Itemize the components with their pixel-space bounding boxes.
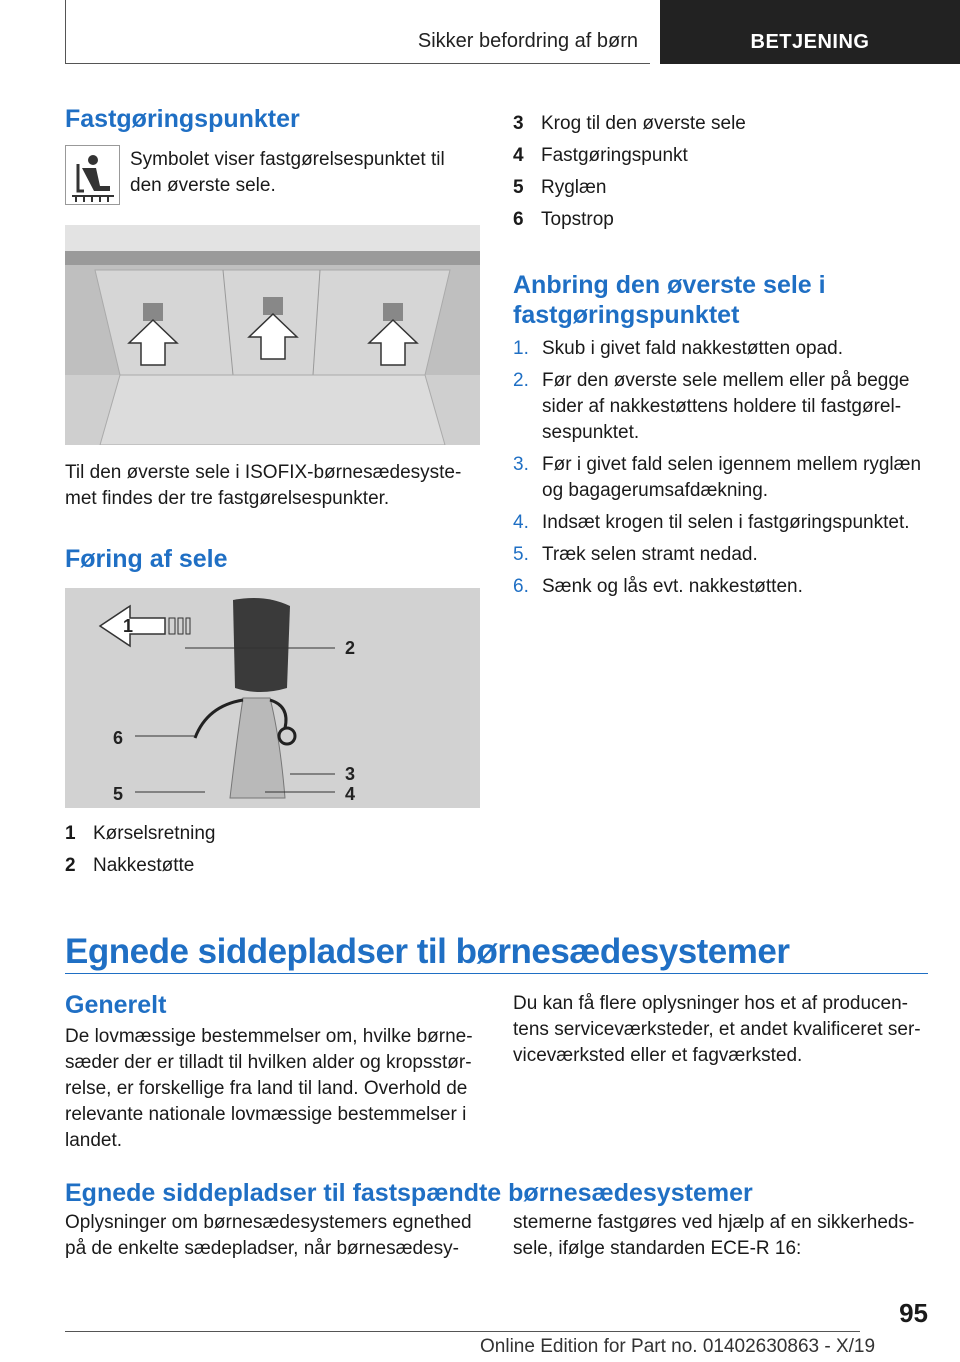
step-item bbox=[513, 542, 933, 568]
callout-2: 2 bbox=[345, 638, 356, 658]
legend-number: 3 bbox=[513, 113, 524, 134]
headrest-strap-illustration bbox=[65, 588, 480, 808]
legend-item bbox=[513, 108, 746, 140]
heading-generelt: Generelt bbox=[65, 991, 167, 1019]
step-item bbox=[513, 510, 933, 536]
step-number: 3. bbox=[513, 454, 529, 475]
header-section-title: Sikker befordring af børn bbox=[417, 30, 638, 52]
legend-number: 4 bbox=[513, 145, 524, 166]
legend-item bbox=[513, 140, 746, 172]
legend-item bbox=[65, 818, 216, 850]
step-item bbox=[513, 452, 933, 504]
legend-label: Fastgøringspunkt bbox=[541, 145, 688, 166]
instruction-steps bbox=[513, 336, 933, 606]
step-item bbox=[513, 574, 933, 600]
step-item bbox=[513, 368, 933, 446]
legend-item bbox=[513, 204, 746, 236]
step-number: 6. bbox=[513, 576, 529, 597]
heading-anbring-sele: Anbring den øverste sele i fastgøringspunktet bbox=[513, 271, 826, 329]
legend-label: Krog til den øverste sele bbox=[541, 113, 746, 134]
callout-1: 1 bbox=[123, 616, 134, 636]
section-rule bbox=[65, 973, 928, 974]
legend-label: Nakkestøtte bbox=[93, 855, 195, 876]
legend-item bbox=[513, 172, 746, 204]
legend-number: 5 bbox=[513, 177, 524, 198]
legend-label: Topstrop bbox=[541, 209, 614, 230]
legend-label: Ryglæn bbox=[541, 177, 607, 198]
service-info-text: Du kan få flere oplysninger hos et af producen-tens serviceværksteder, et andet kvalificeret ser-viceværksted eller et fagværksted. bbox=[513, 993, 921, 1066]
step-item bbox=[513, 336, 933, 362]
callout-6: 6 bbox=[113, 728, 124, 748]
callout-5: 5 bbox=[113, 784, 124, 804]
heading-fastspaendte: Egnede siddepladser til fastspændte børnesædesystemer bbox=[65, 1179, 753, 1207]
legend-item bbox=[65, 850, 216, 882]
footer-rule bbox=[65, 1331, 860, 1332]
page-number: 95 bbox=[899, 1298, 928, 1328]
step-text: Træk selen stramt nedad. bbox=[542, 544, 758, 565]
step-number: 4. bbox=[513, 512, 529, 533]
footer-edition: Online Edition for Part no. 01402630863 - X/19 bbox=[480, 1336, 876, 1357]
callout-4: 4 bbox=[345, 784, 356, 804]
legend-number: 1 bbox=[65, 823, 76, 844]
legend-label: Kørselsretning bbox=[93, 823, 216, 844]
step-text: Før i givet fald selen igennem mellem ryglæn og bagagerumsafdækning. bbox=[542, 454, 922, 501]
fastspaendte-left-text: Oplysninger om børnesædesystemers egnethed på de enkelte sædepladser, når børnesædesy- bbox=[65, 1212, 472, 1259]
legend-number: 6 bbox=[513, 209, 524, 230]
fastspaendte-right-text: stemerne fastgøres ved hjælp af en sikkerheds-sele, ifølge standarden ECE-R 16: bbox=[513, 1212, 915, 1259]
step-number: 2. bbox=[513, 370, 529, 391]
step-number: 1. bbox=[513, 338, 529, 359]
legend-number: 2 bbox=[65, 855, 76, 876]
callout-3: 3 bbox=[345, 764, 356, 784]
step-text: Skub i givet fald nakkestøtten opad. bbox=[542, 338, 844, 359]
legend-right bbox=[513, 108, 746, 236]
header-rule bbox=[65, 63, 650, 64]
heading-egnede-siddepladser: Egnede siddepladser til børnesædesystemer bbox=[65, 932, 790, 971]
generelt-text: De lovmæssige bestemmelser om, hvilke børne-sæder der er tilladt til hvilken alder og kropsstør-relse, er forskellige fra land til land. Overhold de relevante nationale lovmæssige bestemmelser i landet. bbox=[65, 1026, 473, 1151]
header-chapter-tab: BETJENING bbox=[660, 0, 960, 64]
trunk-anchor-illustration bbox=[65, 225, 480, 445]
header-divider bbox=[65, 0, 66, 64]
isofix-description: Til den øverste sele i ISOFIX-børnesædesyste-met findes der tre fastgørelsespunkter. bbox=[65, 462, 462, 509]
symbol-description: Symbolet viser fastgørelsespunktet til den øverste sele. bbox=[130, 149, 445, 196]
isofix-anchor-symbol-icon bbox=[65, 145, 120, 205]
step-number: 5. bbox=[513, 544, 529, 565]
heading-foring-af-sele: Føring af sele bbox=[65, 545, 228, 573]
legend-left bbox=[65, 818, 216, 882]
step-text: Før den øverste sele mellem eller på begge sider af nakkestøttens holdere til fastgørel-sespunktet. bbox=[542, 370, 910, 443]
heading-fastgoringspunkter: Fastgøringspunkter bbox=[65, 105, 300, 133]
step-text: Indsæt krogen til selen i fastgøringspunktet. bbox=[542, 512, 910, 533]
step-text: Sænk og lås evt. nakkestøtten. bbox=[542, 576, 803, 597]
